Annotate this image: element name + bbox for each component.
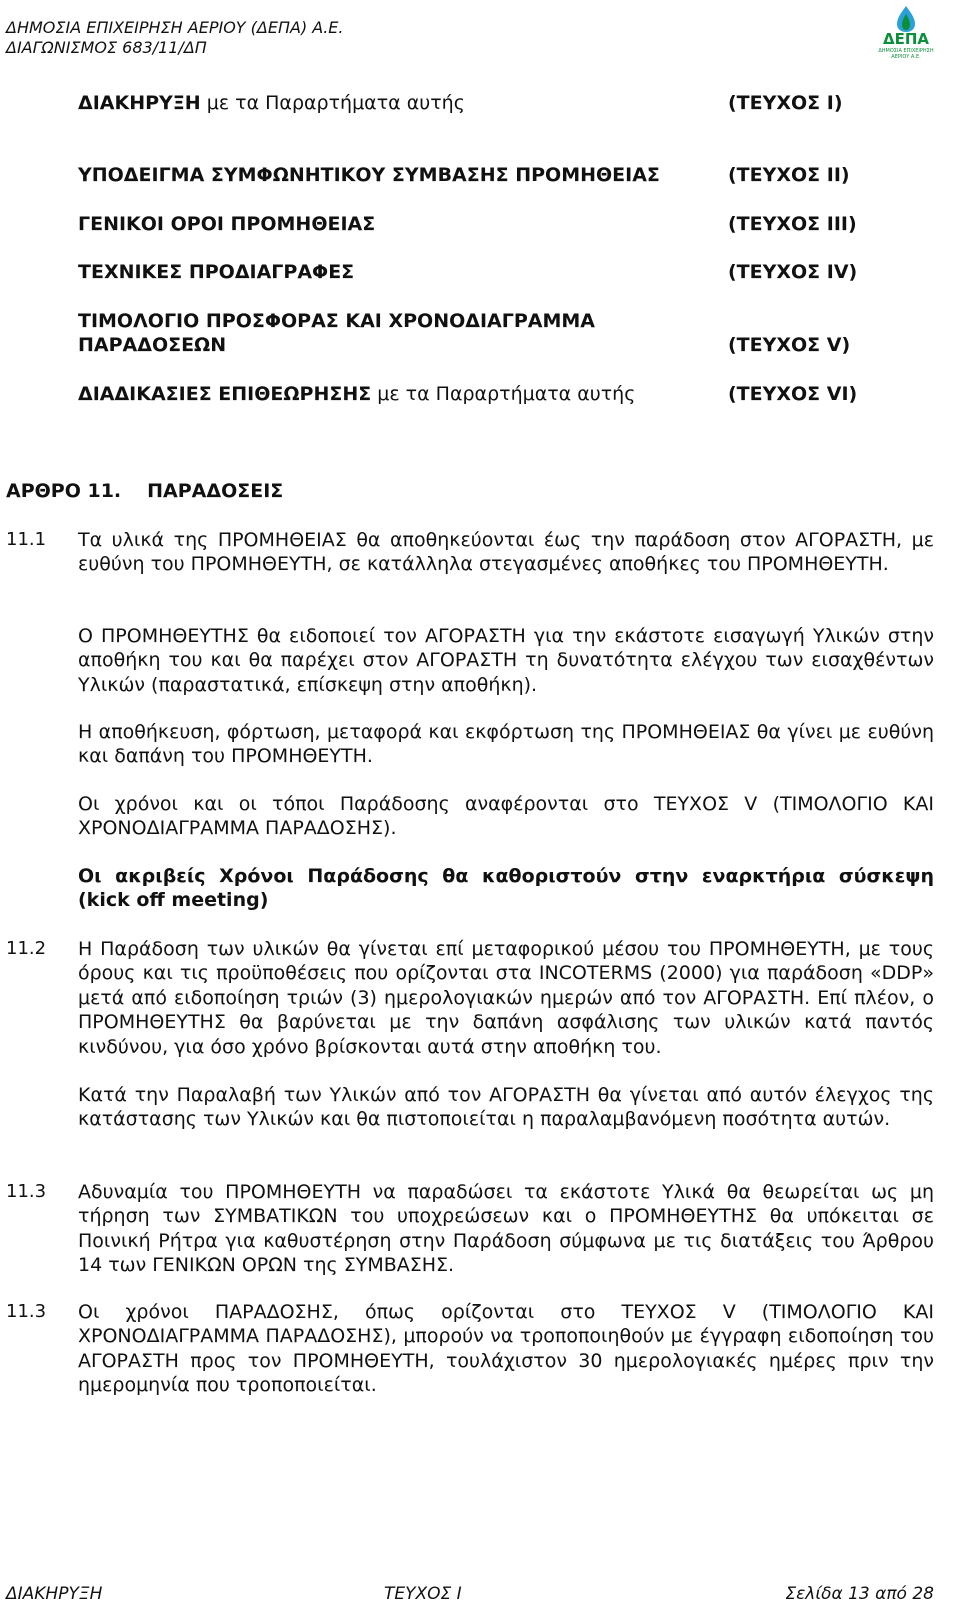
section-11-2-paragraph-2: Κατά την Παραλαβή των Υλικών από τον ΑΓΟΡΑΣΤΗ θα γίνεται από αυτόν έλεγχος της κατάστασης των Υλικών και θα πιστοποιείται η παραλαμβανόμενη ποσότητα αυτών. (78, 1084, 934, 1131)
section-number-11-3-b: 11.3 (6, 1301, 47, 1322)
article-number: ΑΡΘΡΟ 11. (6, 480, 122, 502)
section-11-1-paragraph-5: Οι ακριβείς Χρόνοι Παράδοσης θα καθοριστούν στην εναρκτήρια σύσκεψη (kick off meeting) (78, 865, 934, 912)
footer-document-name: ΔΙΑΚΗΡΥΞΗ (6, 1584, 103, 1604)
section-11-3-paragraph-1: Αδυναμία του ΠΡΟΜΗΘΕΥΤΗ να παραδώσει τα εκάστοτε Υλικά θα θεωρείται ως μη τήρηση των ΣΥΜΒΑΤΙΚΩΝ του υποχρεώσεων και ο ΠΡΟΜΗΘΕΥΤΗΣ θα υπόκειται σε Ποινική Ρήτρα για καθυστέρηση στην Παράδοση σύμφωνα με τις διατάξεις του Άρθρου 14 των ΓΕΝΙΚΩΝ ΟΡΩΝ της ΣΥΜΒΑΣΗΣ. (78, 1181, 934, 1277)
footer-volume: ΤΕΥΧΟΣ Ι (384, 1584, 462, 1604)
article-heading (6, 479, 283, 503)
toc-volume-4: (ΤΕΥΧΟΣ ΙV) (728, 261, 858, 283)
toc-volume-5: (ΤΕΥΧΟΣ V) (728, 334, 851, 356)
toc-volume-3: (ΤΕΥΧΟΣ ΙΙΙ) (728, 213, 857, 235)
toc-item-inspection-rest: με τα Παραρτήματα αυτής (371, 383, 636, 405)
section-number-11-3: 11.3 (6, 1181, 47, 1202)
toc-item-inspection-bold: ΔΙΑΔΙΚΑΣΙΕΣ ΕΠΙΘΕΩΡΗΣΗΣ (78, 383, 372, 405)
toc-item-contract-template: ΥΠΟΔΕΙΓΜΑ ΣΥΜΦΩΝΗΤΙΚΟΥ ΣΥΜΒΑΣΗΣ ΠΡΟΜΗΘΕΙΑΣ (78, 164, 660, 186)
section-number-11-1: 11.1 (6, 529, 47, 550)
footer-page-number: Σελίδα 13 από 28 (785, 1584, 934, 1604)
section-11-1-paragraph-2: Ο ΠΡΟΜΗΘΕΥΤΗΣ θα ειδοποιεί τον ΑΓΟΡΑΣΤΗ για την εκάστοτε εισαγωγή Υλικών στην αποθήκη του και θα παρέχει στον ΑΓΟΡΑΣΤΗ τη δυνατότητα ελέγχου των εισαχθέντων Υλικών (παραστατικά, επίσκεψη στην αποθήκη). (78, 625, 934, 696)
section-11-1-paragraph-1: Τα υλικά της ΠΡΟΜΗΘΕΙΑΣ θα αποθηκεύονται έως την παράδοση στον ΑΓΟΡΑΣΤΗ, με ευθύνη του ΠΡΟΜΗΘΕΥΤΗ, σε κατάλληλα στεγασμένες αποθήκες του ΠΡΟΜΗΘΕΥΤΗ. (78, 529, 934, 576)
section-11-2-paragraph-1: Η Παράδοση των υλικών θα γίνεται επί μεταφορικού μέσου του ΠΡΟΜΗΘΕΥΤΗ, με τους όρους και τις προϋποθέσεις που ορίζονται στα INCOTERMS (2000) για παράδοση «DDP» μετά από ειδοποίηση τριών (3) ημερολογιακών ημερών από τον ΑΓΟΡΑΣΤΗ. Επί πλέον, ο ΠΡΟΜΗΘΕΥΤΗΣ θα βαρύνεται με την δαπάνη ασφάλισης των υλικών κατά παντός κινδύνου, για όσο χρόνο βρίσκονται αυτά στην αποθήκη του. (78, 938, 934, 1058)
article-title: ΠΑΡΑΔΟΣΕΙΣ (147, 480, 284, 502)
header-company: ΔΗΜΟΣΙΑ ΕΠΙΧΕΙΡΗΣΗ ΑΕΡΙΟΥ (ΔΕΠΑ) Α.Ε. (6, 18, 344, 37)
toc-item-technical-specs: ΤΕΧΝΙΚΕΣ ΠΡΟΔΙΑΓΡΑΦΕΣ (78, 261, 355, 283)
logo-subtext: ΔΗΜΟΣΙΑ ΕΠΙΧΕΙΡΗΣΗ ΑΕΡΙΟΥ Α.Ε. (878, 48, 934, 60)
toc-item-declaration-rest: με τα Παραρτήματα αυτής (200, 92, 465, 114)
toc-volume-1: (ΤΕΥΧΟΣ Ι) (728, 92, 843, 114)
header-tender-number: ΔΙΑΓΩΝΙΣΜΟΣ 683/11/ΔΠ (6, 38, 207, 57)
section-11-3-b-paragraph-1: Οι χρόνοι ΠΑΡΑΔΟΣΗΣ, όπως ορίζονται στο ΤΕΥΧΟΣ V (ΤΙΜΟΛΟΓΙΟ ΚΑΙ ΧΡΟΝΟΔΙΑΓΡΑΜΜΑ ΠΑΡΑΔΟΣΗΣ), μπορούν να τροποποιηθούν με έγγραφη ειδοποίηση του ΑΓΟΡΑΣΤΗ προς τον ΠΡΟΜΗΘΕΥΤΗ, τουλάχιστον 30 ημερολογιακές ημέρες πριν την ημερομηνία που τροποποιείται. (78, 1301, 934, 1397)
logo-wordmark: ΔΕΠΑ (882, 30, 930, 48)
section-11-1-paragraph-4: Οι χρόνοι και οι τόποι Παράδοσης αναφέρονται στο ΤΕΥΧΟΣ V (ΤΙΜΟΛΟΓΙΟ ΚΑΙ ΧΡΟΝΟΔΙΑΓΡΑΜΜΑ ΠΑΡΑΔΟΣΗΣ). (78, 793, 934, 840)
toc-item-declaration-bold: ΔΙΑΚΗΡΥΞΗ (78, 92, 201, 114)
section-11-1-paragraph-3: Η αποθήκευση, φόρτωση, μεταφορά και εκφόρτωση της ΠΡΟΜΗΘΕΙΑΣ θα γίνει με ευθύνη και δαπάνη του ΠΡΟΜΗΘΕΥΤΗ. (78, 721, 934, 768)
toc-volume-6: (ΤΕΥΧΟΣ VI) (728, 383, 858, 405)
toc-item-price-schedule-line2: ΠΑΡΑΔΟΣΕΩΝ (78, 334, 227, 356)
company-logo (870, 4, 942, 60)
toc-volume-2: (ΤΕΥΧΟΣ ΙΙ) (728, 164, 850, 186)
toc-item-general-terms: ΓΕΝΙΚΟΙ ΟΡΟΙ ΠΡΟΜΗΘΕΙΑΣ (78, 213, 376, 235)
section-number-11-2: 11.2 (6, 938, 47, 959)
toc-item-price-schedule-line1: ΤΙΜΟΛΟΓΙΟ ΠΡΟΣΦΟΡΑΣ ΚΑΙ ΧΡΟΝΟΔΙΑΓΡΑΜΜΑ (78, 310, 595, 332)
toc-item-inspection (78, 382, 718, 406)
toc-item-declaration (78, 91, 718, 115)
